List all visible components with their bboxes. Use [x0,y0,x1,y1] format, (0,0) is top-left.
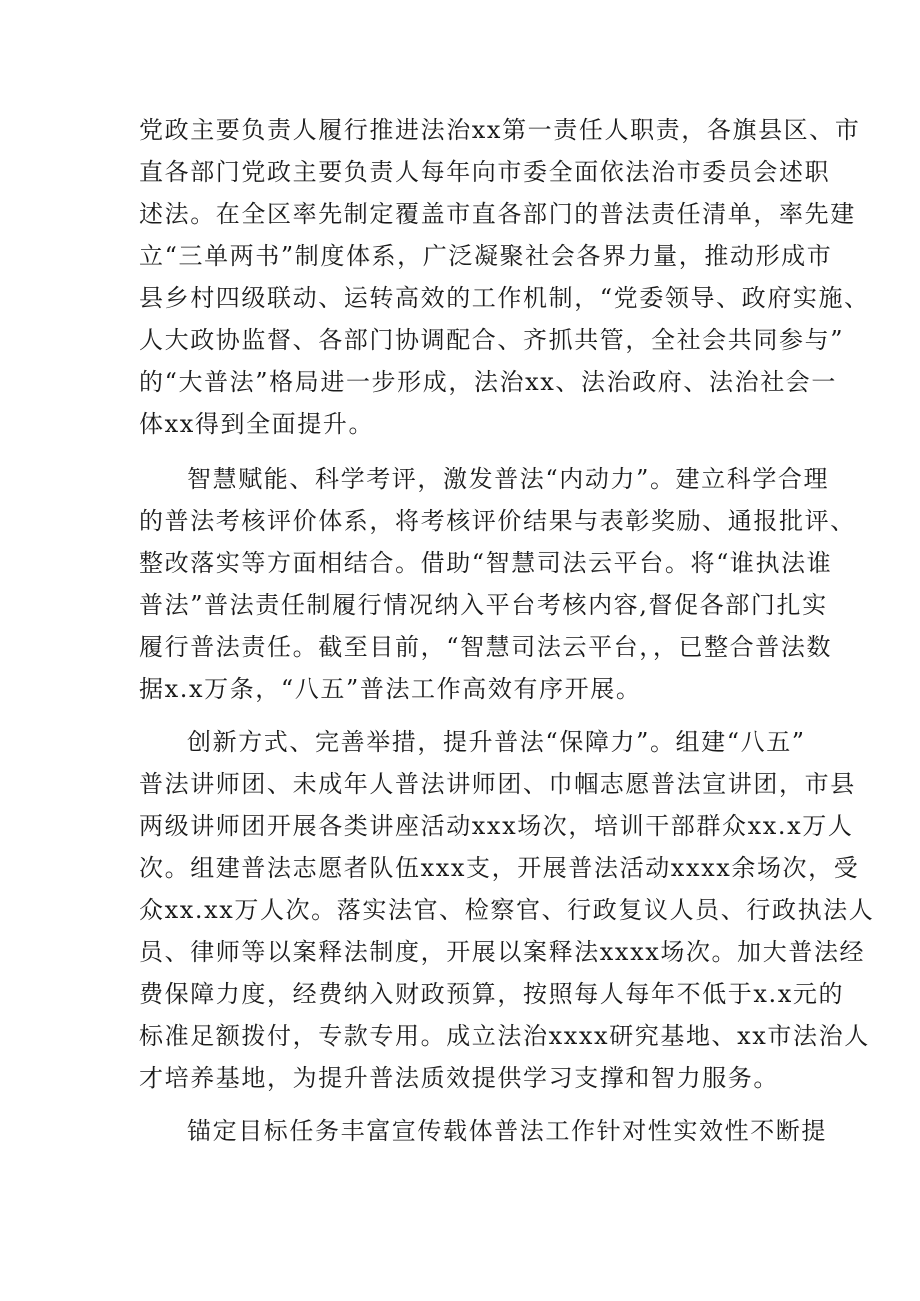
text-line: 立“三单两书”制度体系，广泛凝聚社会各界力量，推动形成市 [139,242,833,270]
text-line: 的“大普法”格局进一步形成，法治xx、法治政府、法治社会一 [139,368,838,396]
text-line: 两级讲师团开展各类讲座活动xxx场次，培训干部群众xx.x万人 [139,812,854,840]
text-line: 才培养基地，为提升普法质效提供学习支撑和智力服务。 [139,1064,779,1092]
text-line: 标准足额拨付，专款专用。成立法治xxxx研究基地、xx市法治人 [139,1022,870,1050]
text-line: 员、律师等以案释法制度，开展以案释法xxxx场次。加大普法经 [139,938,866,966]
text-line: 整改落实等方面相结合。借助“智慧司法云平台。将“谁执法谁 [139,549,833,577]
text-line: 次。组建普法志愿者队伍xxx支，开展普法活动xxxx余场次，受 [139,854,860,882]
text-line: 体xx得到全面提升。 [139,410,375,438]
text-line: 锚定目标任务丰富宣传载体普法工作针对性实效性不断提 [187,1117,827,1145]
text-line: 创新方式、完善举措，提升普法“保障力”。组建“八五” [187,728,806,756]
text-line: 据x.x万条，“八五”普法工作高效有序开展。 [139,675,642,703]
text-line: 述法。在全区率先制定覆盖市直各部门的普法责任清单，率先建 [139,200,856,228]
text-line: 党政主要负责人履行推进法治xx第一责任人职责，各旗县区、市 [139,116,861,144]
text-line: 履行普法责任。截至目前，“智慧司法云平台，，已整合普法数 [139,633,833,661]
text-line: 直各部门党政主要负责人每年向市委全面依法治市委员会述职 [139,158,831,186]
text-line: 众xx.xx万人次。落实法官、检察官、行政复议人员、行政执法人 [139,896,875,924]
text-line: 智慧赋能、科学考评，激发普法“内动力”。建立科学合理 [187,465,830,493]
text-line: 县乡村四级联动、运转高效的工作机制，“党委领导、政府实施、 [139,284,870,312]
text-line: 普法”普法责任制履行情况纳入平台考核内容,督促各部门扎实 [139,591,828,619]
text-line: 普法讲师团、未成年人普法讲师团、巾帼志愿普法宣讲团，市县 [139,770,856,798]
text-line: 费保障力度，经费纳入财政预算，按照每人每年不低于x.x元的 [139,980,845,1008]
text-line: 的普法考核评价体系，将考核评价结果与表彰奖励、通报批评、 [139,507,856,535]
text-line: 人大政协监督、各部门协调配合、齐抓共管，全社会共同参与” [139,326,845,354]
